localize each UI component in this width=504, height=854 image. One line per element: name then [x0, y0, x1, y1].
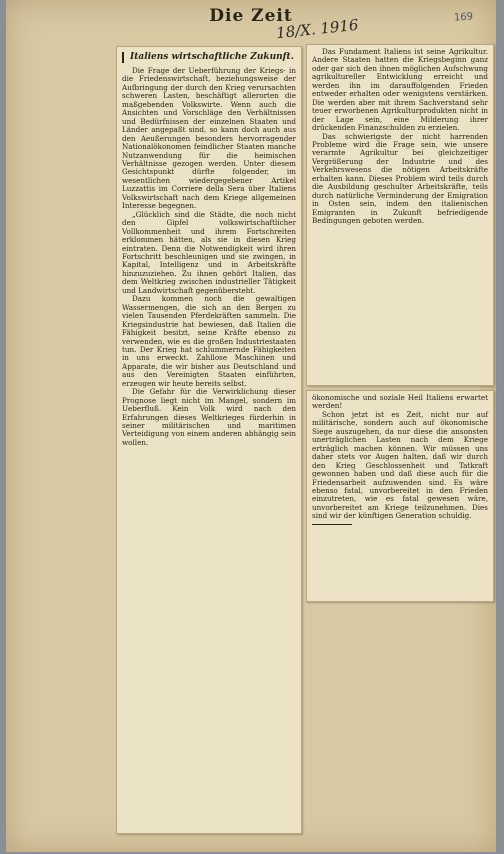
article-paragraph: Dazu kommen noch die gewaltigen Wassermengen, die sich an den Bergen zu vielen Tausenden Pferdekräften sammeln. Die Kriegsindustrie hat bewiesen, daß Italien die Fähigkeit besitzt, seine Kräfte ebenso zu verwenden, wie es die großen Industriestaaten tun. Der Krieg hat schlummernde Fähigkeiten in uns erweckt. Zahllose Maschinen und Apparate, die wir bisher aus Deutschland und aus den Vereinigten Staaten einführten, erzeugen wir heute bereits selbst.: [122, 294, 296, 388]
article-paragraph: Das schwierigste der nicht harrenden Probleme wird die Frage sein, wie unsere verarmte Agrikultur bei gleichzeitiger Vergrößerung der Industrie und des Verkehrswesens die nötigen Arbeitskräfte erhalten kann. Dieses Problem wird teils durch die Ausbildung geschulter Arbeitskräfte, teils durch natürliche Verminderung der Emigration in Osten sein, indem den italienischen Emigranten in Zukunft befriedigende Bedingungen geboten werden.: [312, 131, 488, 226]
article-column-left: [116, 46, 302, 834]
article-paragraph: Die Frage der Ueberführung der Kriegs- in die Friedenswirtschaft, beziehungsweise der Aufbringung der durch den Krieg verursachten schweren Lasten, beschäftigt allerorten die maßgebenden Volkswirte. Wenn auch die Ansichten und Vorschläge den Verhältnissen und Bedürfnissen der einzelnen Staaten und Länder angepaßt sind, so kann doch auch aus den Aeußerungen besonders hervorragender Nationalökonomen feindlicher Staaten manche Nutzanwendung für die heimischen Verhältnisse gezogen werden. Unter diesem Gesichtspunkt dürfte folgender, im wesentlichen wiedergegebener Artikel Luzzattis im Corriere della Sera über Italiens Volkswirtschaft nach dem Kriege allgemeinen Interesse begegnen.: [122, 66, 296, 211]
handwritten-number: 169: [453, 11, 474, 24]
handwritten-date: 18/X. 1916: [275, 15, 360, 43]
masthead-title: Die Zeit: [209, 6, 293, 26]
newspaper-sheet: [6, 0, 496, 852]
end-rule: [312, 524, 352, 525]
article-paragraph: Das Fundament Italiens ist seine Agrikultur. Andere Staaten hatten die Kriegsbeginn ganz oder gar sich den ihnen möglichen Aufschwung agrikultureller Entwicklung erreicht und werden ihn im darauffolgenden Frieden entweder erhalten oder wenigstens verstärken. Die werden aber mit ihrem Sachverstand sehr teuer erworbenen Agrikulturprodukten nicht in der Lage sein, eine Milderung ihrer drückenden Finanzschulden zu erzielen.: [312, 47, 488, 133]
article-column-right-top: [306, 44, 494, 386]
article-paragraph: „Glücklich sind die Städte, die noch nicht den Gipfel volkswirtschaftlicher Vollkommenheit und ihrem Fortschreiten erklommen hätten, als sie in diesen Krieg eintraten. Denn die Notwendigkeit wird ihren Fortschritt beschleunigen und sie zwingen, in Kapital, Intelligenz und in Arbeitskräfte hinzuzuziehen. Zu ihnen gehört Italien, das dem Weltkrieg zwischen industrieller Tätigkeit und Landwirtschaft gegenübersteht.: [122, 209, 296, 295]
article-paragraph: ökonomische und soziale Heil Italiens erwartet werden!: [312, 393, 488, 411]
article-headline: Italiens wirtschaftliche Zukunft.: [122, 52, 296, 63]
article-paragraph: Schon jetzt ist es Zeit, nicht nur auf militärische, sondern auch auf ökonomische Siege auszugehen, da nur diese die ansonsten unerträglichen Lasten nach dem Kriege erträglich machen können. Wir müssen uns daher stets vor Augen halten, daß wir durch den Krieg Geschlossenheit und Tatkraft gewonnen haben und daß diese auch für die Friedensarbeit aufzuwenden sind. Es wäre ebenso fatal, unvorbereitet in den Frieden einzutreten, wie es fatal gewesen wäre, unvorbereitet am Kriege teilzunehmen. Dies sind wir der künftigen Generation schuldig.: [312, 409, 488, 521]
article-column-right-bottom: [306, 390, 494, 602]
article-paragraph: Die Gefahr für die Verwirklichung dieser Prognose liegt nicht im Mangel, sondern im Ueberfluß. Kein Volk wird nach den Erfahrungen dieses Weltkrieges fürderhin in seiner militärischen und maritimen Verteidigung von einem anderen abhängig sein wollen.: [122, 387, 296, 447]
